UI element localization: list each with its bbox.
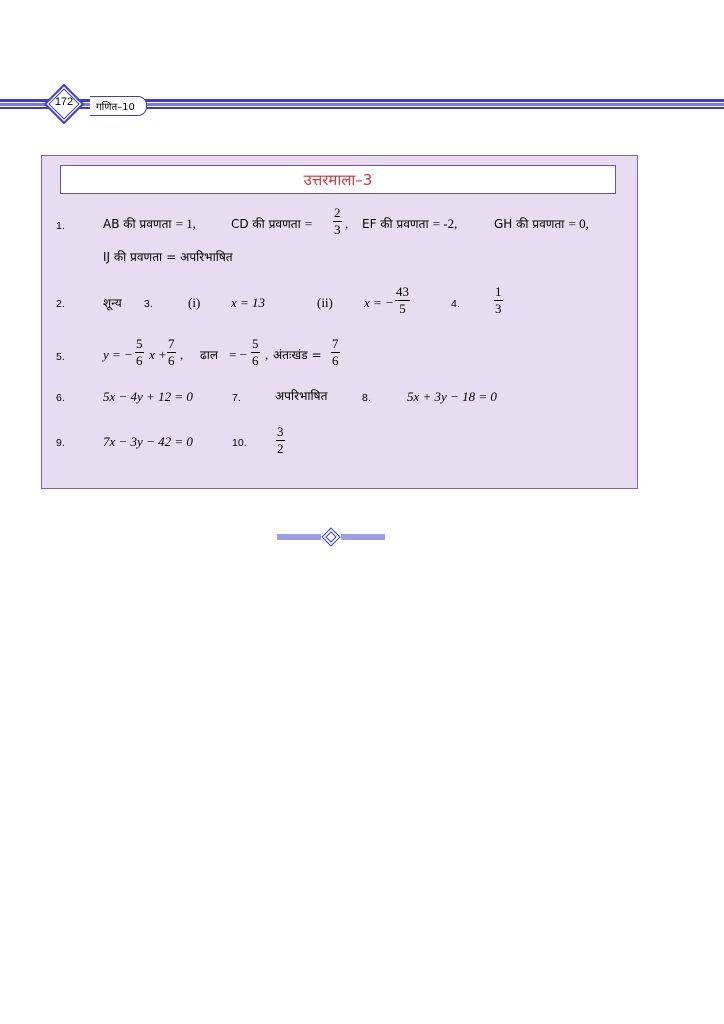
answer-number: 4.	[451, 298, 460, 310]
answer-5-comma: ,	[180, 347, 184, 362]
page-number: 172	[54, 96, 74, 108]
gh-slope	[494, 216, 589, 233]
ef-slope-label: EF की प्रवणता	[362, 217, 429, 231]
answer-number: 3.	[144, 298, 153, 310]
fraction-denominator: 6	[332, 353, 339, 368]
ab-slope-value: = 1,	[175, 216, 197, 231]
cd-slope	[231, 216, 312, 233]
answer-4-fraction	[494, 285, 503, 316]
answer-5-fraction-2	[167, 337, 176, 368]
gh-slope-value: = 0,	[568, 216, 589, 231]
cd-slope-label: CD की प्रवणता	[231, 217, 301, 231]
fraction-numerator: 5	[252, 336, 259, 351]
answer-5-comma-2: ,	[265, 347, 269, 362]
fraction-denominator: 5	[399, 301, 406, 316]
intercept-label: अंतःखंड =	[273, 348, 322, 362]
answer-number: 1.	[56, 220, 65, 232]
gh-slope-label: GH की प्रवणता	[494, 217, 565, 231]
answer-number: 6.	[56, 392, 65, 404]
fraction-denominator: 3	[495, 301, 502, 316]
book-title: गणित–10	[96, 102, 135, 113]
slope-label: ढाल	[200, 348, 219, 362]
slope-fraction	[251, 337, 260, 368]
answer-3-ii-eq: x = −	[364, 295, 394, 310]
cd-slope-fraction	[333, 206, 342, 237]
answer-5-x-plus: x +	[149, 347, 167, 362]
page-title: उत्तरमाला–3	[303, 171, 373, 189]
fraction-numerator: 5	[136, 336, 143, 351]
answer-7-text: अपरिभाषित	[275, 389, 328, 403]
cd-comma: ,	[345, 216, 349, 231]
answer-3-ii-label: (ii)	[317, 295, 333, 310]
fraction-denominator: 6	[168, 353, 175, 368]
answer-2-text: शून्य	[103, 296, 122, 310]
ab-slope	[103, 216, 196, 233]
ij-slope-label: IJ की प्रवणता	[103, 250, 163, 264]
answer-10-fraction	[276, 425, 285, 456]
answer-number: 10.	[232, 437, 247, 449]
answer-3-i-label: (i)	[188, 295, 201, 310]
ij-slope	[103, 249, 233, 266]
fraction-denominator: 6	[252, 353, 259, 368]
answer-number: 2.	[56, 298, 65, 310]
answer-number: 8.	[362, 392, 371, 404]
fraction-numerator: 7	[168, 336, 175, 351]
answer-number: 7.	[232, 392, 241, 404]
fraction-numerator: 7	[332, 336, 339, 351]
answer-9-eq: 7x − 3y − 42 = 0	[103, 434, 193, 449]
fraction-numerator: 43	[396, 284, 409, 299]
answer-8-eq: 5x + 3y − 18 = 0	[407, 389, 497, 404]
fraction-denominator: 2	[277, 441, 284, 456]
answer-number: 5.	[56, 351, 65, 363]
answer-6-eq: 5x − 4y + 12 = 0	[103, 389, 193, 404]
fraction-numerator: 3	[277, 424, 284, 439]
cd-slope-eq: =	[304, 216, 313, 231]
intercept-fraction	[331, 337, 340, 368]
fraction-denominator: 6	[136, 353, 143, 368]
ij-slope-value: = अपरिभाषित	[166, 250, 233, 264]
answer-5-fraction-1	[135, 337, 144, 368]
divider-ornament-icon	[277, 527, 385, 547]
answer-3-ii-fraction	[395, 285, 410, 316]
fraction-numerator: 1	[495, 284, 502, 299]
answer-number: 9.	[56, 437, 65, 449]
answer-5-y-eq: y = −	[103, 347, 133, 362]
fraction-denominator: 3	[334, 222, 341, 237]
slope-eq: = −	[229, 347, 247, 362]
ef-slope-value: = -2,	[432, 216, 458, 231]
ef-slope	[362, 216, 457, 233]
fraction-numerator: 2	[334, 205, 341, 220]
answer-3-i-eq: x = 13	[231, 295, 266, 310]
ab-slope-label: AB की प्रवणता	[103, 217, 172, 231]
